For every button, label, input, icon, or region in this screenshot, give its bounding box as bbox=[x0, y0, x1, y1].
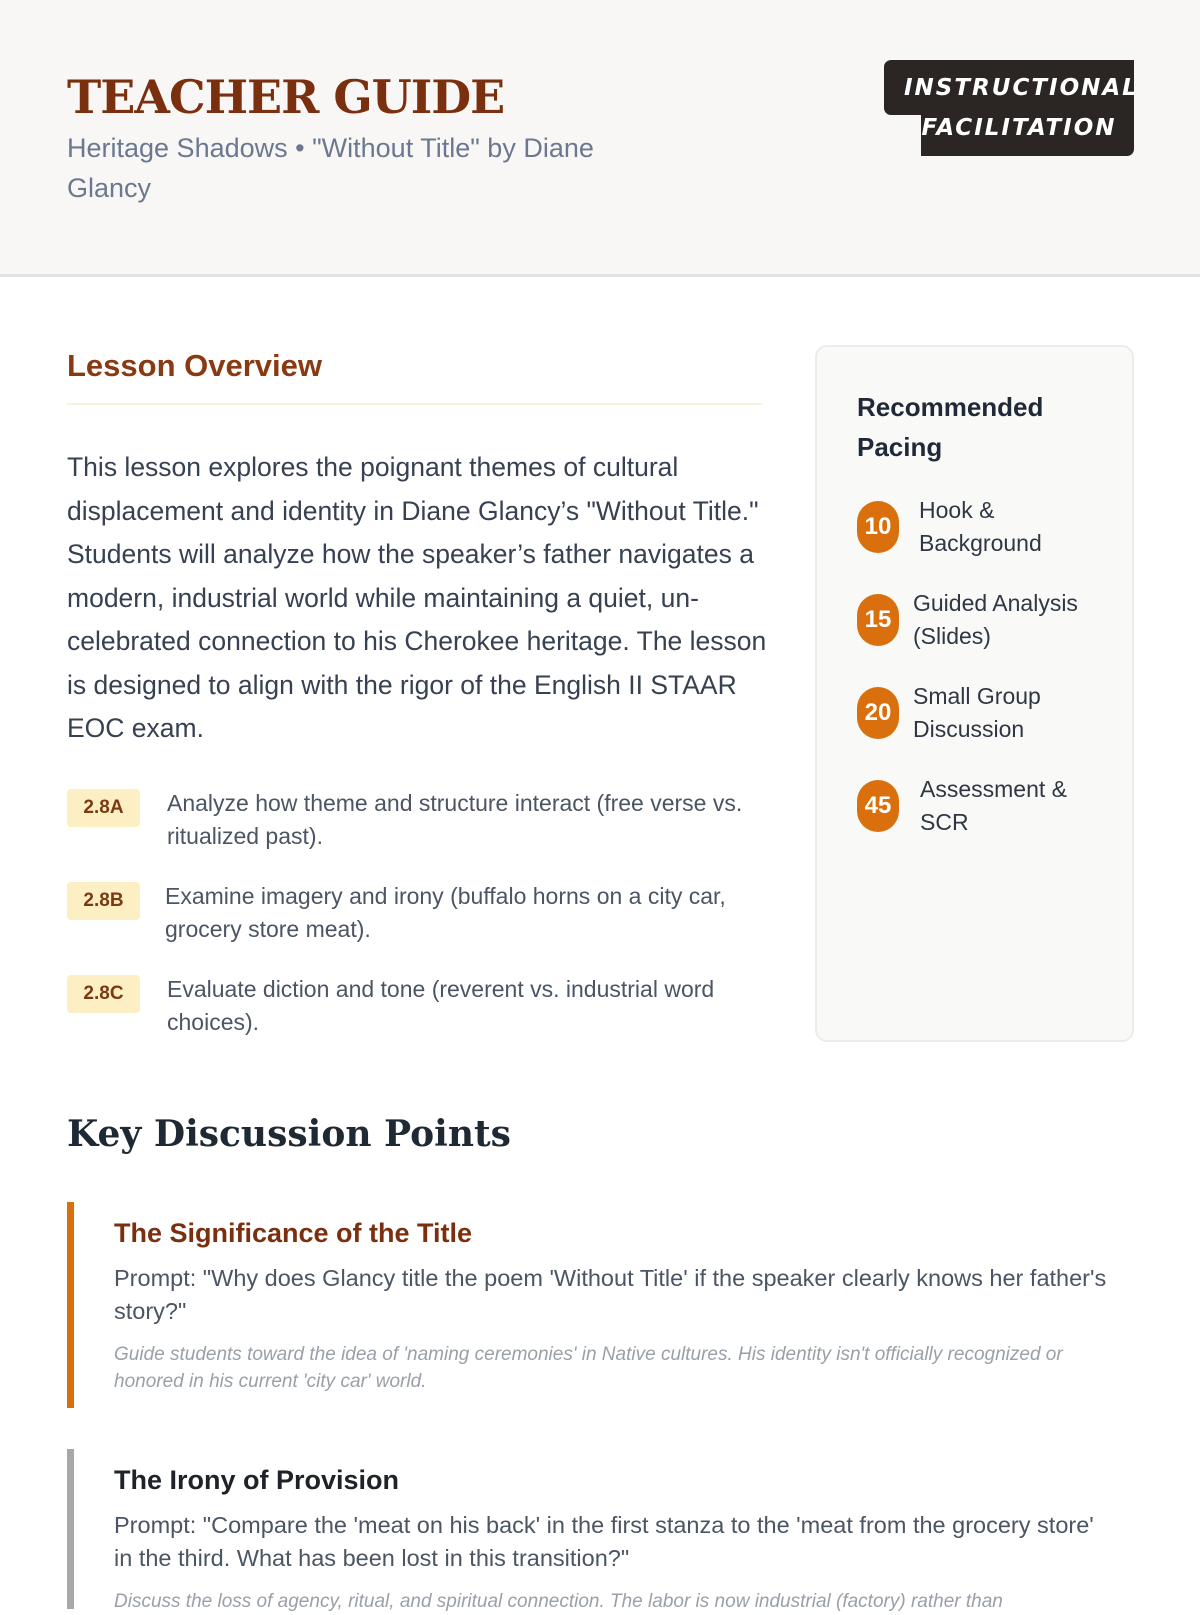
discussion-point bbox=[67, 1202, 1134, 1408]
accent-bar bbox=[67, 1202, 74, 1408]
guide-header bbox=[0, 0, 1200, 277]
page-title: TEACHER GUIDE bbox=[67, 70, 505, 124]
pacing-minutes-badge: 20 bbox=[857, 687, 899, 739]
standard-description: Examine imagery and irony (buffalo horns on a city car, grocery store meat). bbox=[165, 883, 726, 942]
instructional-badge bbox=[884, 60, 1139, 156]
standard-code-badge: 2.8B bbox=[67, 882, 140, 920]
badge-label: INSTRUCTIONAL FACILITATION bbox=[904, 75, 1139, 141]
discussion-prompt: Prompt: "Why does Glancy title the poem 'Without Title' if the speaker clearly knows her father's story?" bbox=[114, 1265, 1107, 1324]
pacing-label: Guided Analysis (Slides) bbox=[913, 590, 1078, 649]
pacing-item bbox=[857, 768, 1127, 848]
discussion-point-title: The Significance of the Title bbox=[114, 1218, 473, 1248]
discussion-point-title: The Irony of Provision bbox=[114, 1465, 400, 1495]
overview-divider bbox=[67, 403, 762, 405]
pacing-card bbox=[815, 345, 1134, 1042]
facilitator-note: Discuss the loss of agency, ritual, and spiritual connection. The labor is now industrial (factory) rather than bbox=[114, 1591, 1003, 1612]
discussion-point bbox=[67, 1449, 1134, 1612]
pacing-label: Hook & Background bbox=[919, 497, 1042, 556]
standard-code-badge: 2.8C bbox=[67, 975, 140, 1013]
discussion-heading: Key Discussion Points bbox=[67, 1113, 511, 1155]
pacing-minutes-badge: 15 bbox=[857, 594, 899, 646]
pacing-item bbox=[857, 489, 1127, 569]
page-subtitle: Heritage Shadows • "Without Title" by Diane Glancy bbox=[67, 133, 594, 203]
pacing-item bbox=[857, 582, 1127, 662]
standard-description: Evaluate diction and tone (reverent vs. industrial word choices). bbox=[167, 976, 715, 1035]
pacing-label: Small Group Discussion bbox=[913, 683, 1041, 742]
standard-code-badge: 2.8A bbox=[67, 789, 140, 827]
pacing-title: Recommended Pacing bbox=[857, 392, 1044, 462]
pacing-minutes-badge: 45 bbox=[857, 780, 899, 832]
pacing-item bbox=[857, 675, 1127, 755]
pacing-label: Assessment & SCR bbox=[920, 776, 1067, 835]
facilitator-note: Guide students toward the idea of 'naming ceremonies' in Native cultures. His identity isn't officially recognized or honored in his current 'city car' world. bbox=[114, 1344, 1063, 1392]
standard-description: Analyze how theme and structure interact (free verse vs. ritualized past). bbox=[167, 790, 743, 849]
pacing-minutes-badge: 10 bbox=[857, 501, 899, 553]
overview-heading: Lesson Overview bbox=[67, 348, 323, 383]
overview-paragraph: This lesson explores the poignant themes of cultural displacement and identity in Diane Glancy’s "Without Title." Students will analyze how the speaker’s father navigates a modern, industrial world while maintaining a quiet, un-celebrated connection to his Cherokee heritage. The lesson is designed to align with the rigor of the English II STAAR EOC exam. bbox=[67, 452, 767, 743]
accent-bar bbox=[67, 1449, 74, 1609]
discussion-prompt: Prompt: "Compare the 'meat on his back' in the first stanza to the 'meat from the grocery store' in the third. What has been lost in this transition?" bbox=[114, 1512, 1094, 1571]
